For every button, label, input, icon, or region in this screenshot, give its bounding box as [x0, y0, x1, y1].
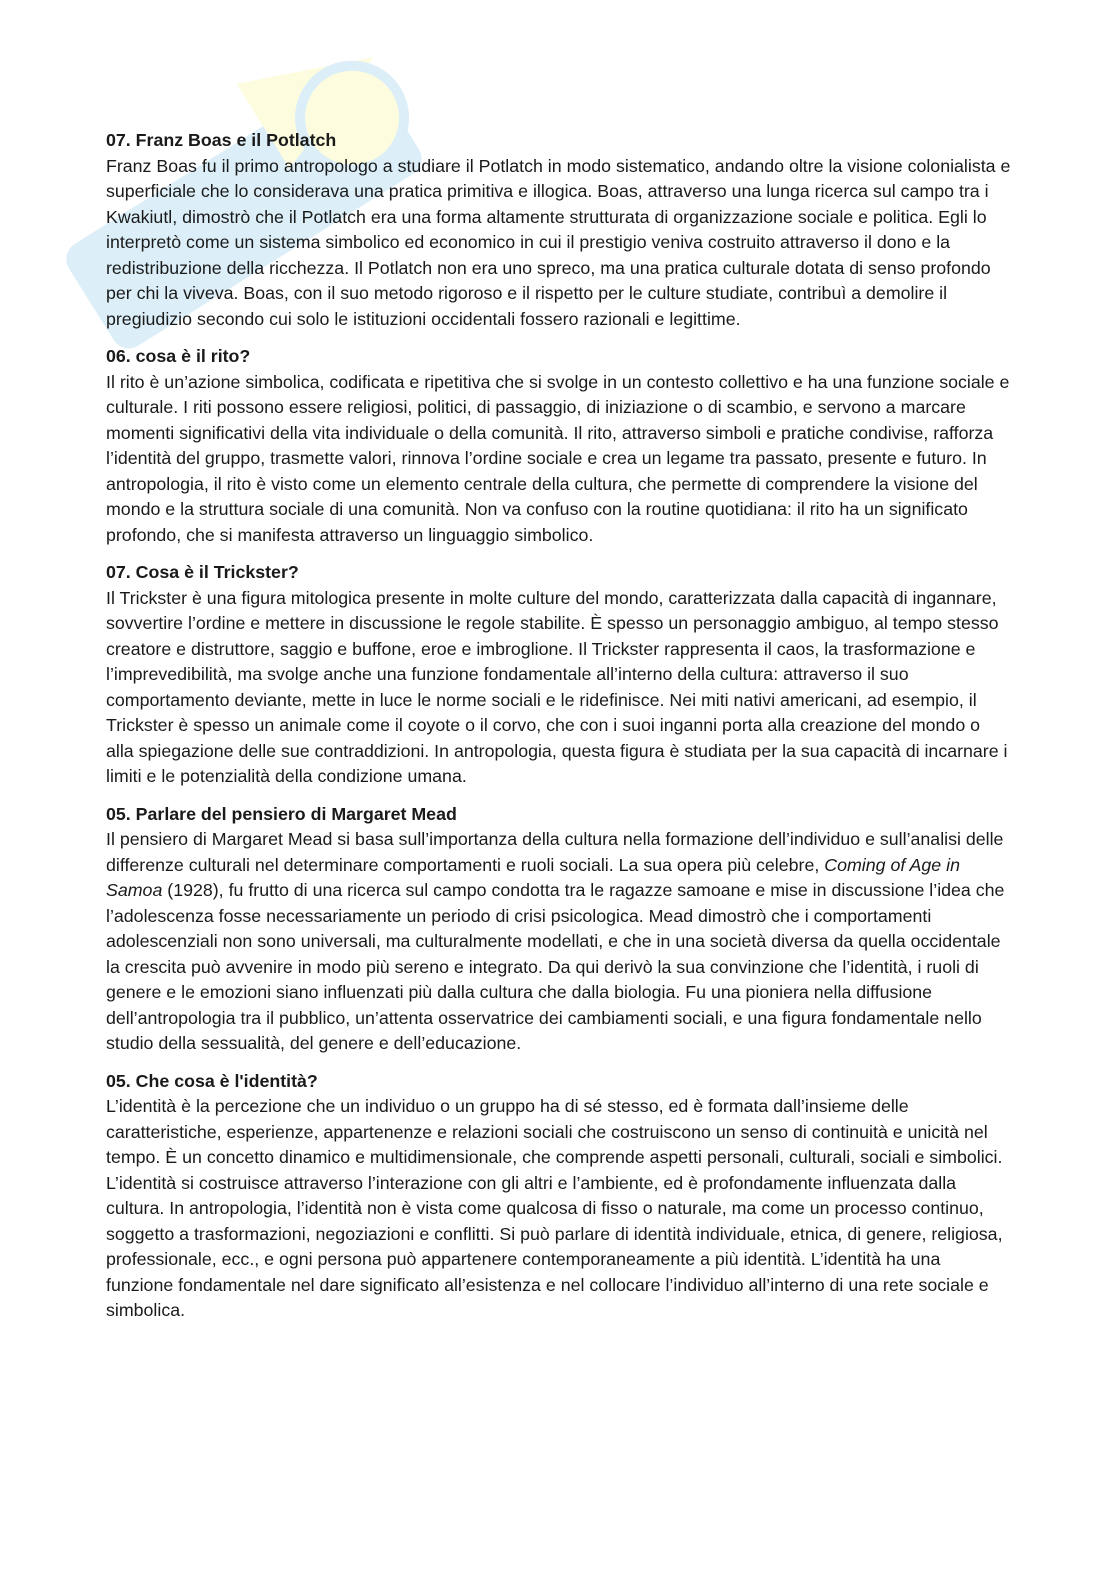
section-trickster [106, 560, 1011, 790]
document-page [106, 128, 1011, 1336]
section-margaret-mead [106, 802, 1011, 1057]
section-franz-boas [106, 128, 1011, 332]
section-title: 05. Che cosa è l'identità? [106, 1070, 318, 1091]
book-title: Coming of Age in Samoa [106, 854, 960, 900]
section-title: 07. Cosa è il Trickster? [106, 562, 299, 582]
section-body: Il rito è un’azione simbolica, codificata e ripetitiva che si svolge in un contesto collettivo e ha una funzione sociale e culturale. I riti possono essere religiosi, politici, di passaggio, di iniziazione o di scambio, e servono a marcare momenti significativi della vita individuale o della comunità. Il rito, attraverso simboli e pratiche condivise, rafforza l’identità del gruppo, trasmette valori, rinnova l’ordine sociale e crea un legame tra passato, presente e futuro. In antropologia, il rito è visto come un elemento centrale della cultura, che permette di comprendere la visione del mondo e la struttura sociale di una comunità. Non va confuso con la routine quotidiana: il rito ha un significato profondo, che si manifesta attraverso un linguaggio simbolico. [106, 371, 1010, 545]
section-body: Il Trickster è una figura mitologica presente in molte culture del mondo, caratterizzata dalla capacità di ingannare, sovvertire l’ordine e mettere in discussione le regole stabilite. È spesso un personaggio ambiguo, al tempo stesso creatore e distruttore, saggio e buffone, eroe e imbroglione. Il Trickster rappresenta il caos, la trasformazione e l’imprevedibilità, ma svolge anche una funzione fondamentale all’interno della cultura: attraverso il suo comportamento deviante, mette in luce le norme sociali e le ridefinisce. Nei miti nativi americani, ad esempio, il Trickster è spesso un animale come il coyote o il corvo, che con i suoi inganni porta alla creazione del mondo o alla spiegazione delle sue contraddizioni. In antropologia, questa figura è studiata per la sua capacità di incarnare i limiti e le potenzialità della condizione umana. [106, 587, 1008, 786]
section-body: Franz Boas fu il primo antropologo a studiare il Potlatch in modo sistematico, andando oltre la visione colonialista e superficiale che lo considerava una pratica primitiva e illogica. Boas, attraverso una lunga ricerca sul campo tra i Kwakiutl, dimostrò che il Potlatch era una forma altamente strutturata di organizzazione sociale e politica. Egli lo interpretò come un sistema simbolico ed economico in cui il prestigio veniva costruito attraverso il dono e la redistribuzione della ricchezza. Il Potlatch non era uno spreco, ma una pratica culturale dotata di senso profondo per chi la viveva. Boas, con il suo metodo rigoroso e il rispetto per le culture studiate, contribuì a demolire il pregiudizio secondo cui solo le istituzioni occidentali fossero razionali e legittime. [106, 155, 1011, 329]
section-rito [106, 344, 1011, 548]
section-title: 07. Franz Boas e il Potlatch [106, 130, 337, 150]
section-body [106, 827, 1011, 1057]
section-identita [106, 1069, 1011, 1324]
section-title: 05. Parlare del pensiero di Margaret Mead [106, 803, 457, 824]
section-body: L’identità è la percezione che un individuo o un gruppo ha di sé stesso, ed è formata dall’insieme delle caratteristiche, esperienze, appartenenze e relazioni sociali che costruiscono un senso di continuità e unicità nel tempo. È un concetto dinamico e multidimensionale, che comprende aspetti personali, culturali, sociali e simbolici. L’identità si costruisce attraverso l’interazione con gli altri e l’ambiente, ed è profondamente influenzata dalla cultura. In antropologia, l’identità non è vista come qualcosa di fisso o naturale, ma come un processo continuo, soggetto a trasformazioni, negoziazioni e conflitti. Si può parlare di identità individuale, etnica, di genere, religiosa, professionale, ecc., e ogni persona può appartenere contemporaneamente a più identità. L’identità ha una funzione fondamentale nel dare significato all’esistenza e nel collocare l’individuo all’interno di una rete sociale e simbolica. [106, 1096, 1003, 1320]
body-text: Il pensiero di Margaret Mead si basa sull’importanza della cultura nella formazione dell’individuo e sull’analisi delle differenze culturali nel determinare comportamenti e ruoli sociali. La sua opera più celebre, [106, 829, 1004, 875]
body-text: (1928), fu frutto di una ricerca sul campo condotta tra le ragazze samoane e mise in discussione l’idea che l’adolescenza fosse necessariamente un periodo di crisi psicologica. Mead dimostrò che i comportamenti adolescenziali non sono universali, ma culturalmente modellati, e che in una società diversa da quella occidentale la crescita può avvenire in modo più sereno e integrato. Da qui derivò la sua convinzione che l’identità, i ruoli di genere e le emozioni siano influenzati più dalla cultura che dalla biologia. Fu una pioniera nella diffusione dell’antropologia tra il pubblico, un’attenta osservatrice dei cambiamenti sociali, e una figura fondamentale nello studio della sessualità, del genere e dell’educazione. [106, 880, 1005, 1053]
section-title: 06. cosa è il rito? [106, 346, 251, 366]
